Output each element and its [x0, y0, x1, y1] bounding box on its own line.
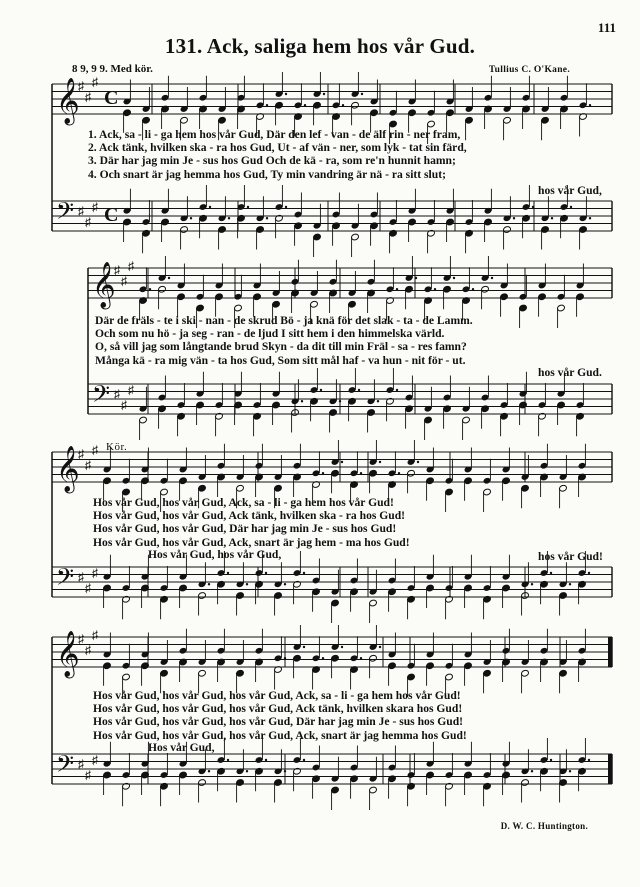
sharp-icon: ♯ — [114, 263, 120, 277]
sharp-icon: ♯ — [78, 204, 84, 218]
dot-icon — [417, 461, 419, 463]
dot-icon — [303, 759, 305, 761]
chorus-v3-line1: Hos vår Gud, hos vår Gud, Där har jag min Je - sus hos Gud! — [93, 522, 397, 536]
sharp-icon: ♯ — [85, 581, 91, 595]
dot-icon — [320, 389, 322, 391]
sharp-icon: ♯ — [78, 757, 84, 771]
bass-clef-icon: 𝄢 — [56, 563, 75, 596]
arranger-credit: D. W. C. Huntington. — [500, 821, 588, 831]
dot-icon — [322, 657, 324, 659]
dot-icon — [265, 572, 267, 574]
dot-icon — [208, 770, 210, 772]
verse3-line2: O, så vill jag som långtande brud Skyn - da dit till min Fräl - sa - res famn? — [95, 340, 467, 354]
sharp-icon: ♯ — [92, 443, 98, 457]
dot-icon — [284, 583, 286, 585]
verse1-line2: Där de fräls - te i ski - nan - de skrud Bö - ja knä för det slak - ta - de Lamm. — [95, 314, 473, 327]
dot-icon — [569, 583, 571, 585]
hymn-number: 131. — [164, 34, 203, 58]
dot-icon — [342, 104, 344, 106]
dot-icon — [303, 572, 305, 574]
dot-icon — [550, 759, 552, 761]
dot-icon — [190, 217, 192, 219]
verse4-line1: 4. Och snart är jag hemma hos Gud, Ty min vandring är nä - ra sitt slut; — [88, 167, 446, 181]
dot-icon — [168, 277, 170, 279]
chorus-v1-line1: Hos vår Gud, hos vår Gud, Ack, sa - li - ga hem hos vår Gud! — [93, 496, 394, 509]
bass-clef-icon: 𝄢 — [56, 197, 75, 230]
dot-icon — [265, 759, 267, 761]
verse4-line2: Många kä - ra mig vän - ta hos Gud, Som sitt mål haf - va hun - nit för - ut. — [95, 353, 466, 367]
dot-icon — [379, 461, 381, 463]
sharp-icon: ♯ — [85, 90, 91, 104]
dot-icon — [304, 104, 306, 106]
dot-icon — [149, 288, 151, 290]
sharp-icon: ♯ — [92, 75, 98, 89]
common-time-icon: C — [104, 87, 119, 109]
chorus-v4-line1: Hos vår Gud, hos vår Gud, Ack, snart är jag hem - ma hos Gud! — [93, 535, 410, 549]
verse-lyrics-line2 — [95, 314, 473, 367]
meter-marking: 8 9, 9 9. Med kör. — [72, 63, 153, 75]
dot-icon — [531, 583, 533, 585]
dot-icon — [339, 400, 341, 402]
dot-icon — [588, 759, 590, 761]
chorus-lyrics-line2 — [93, 689, 467, 742]
treble-clef-icon: 𝄞 — [56, 446, 80, 492]
sharp-icon: ♯ — [128, 259, 134, 273]
dot-icon — [209, 206, 211, 208]
sharp-icon: ♯ — [85, 215, 91, 229]
dot-icon — [228, 217, 230, 219]
dot-icon — [227, 572, 229, 574]
dot-icon — [247, 206, 249, 208]
dot-icon — [569, 770, 571, 772]
dot-icon — [550, 572, 552, 574]
dot-icon — [208, 583, 210, 585]
sharp-icon: ♯ — [92, 200, 98, 214]
dot-icon — [358, 389, 360, 391]
dot-icon — [472, 288, 474, 290]
treble-clef-icon: 𝄞 — [92, 262, 116, 308]
chorus-bass-line1: Hos vår Gud, hos vår Gud, — [148, 548, 282, 561]
sharp-icon: ♯ — [121, 398, 127, 412]
dot-icon — [284, 770, 286, 772]
hymn-title-text: Ack, saliga hem hos vår Gud. — [206, 34, 476, 58]
dot-icon — [434, 288, 436, 290]
sharp-icon: ♯ — [78, 632, 84, 646]
chorus-v3-line2: Hos vår Gud, hos vår Gud, hos vår Gud, Där har jag min Je - sus hos Gud! — [93, 715, 464, 729]
dot-icon — [341, 461, 343, 463]
dot-icon — [589, 217, 591, 219]
dot-icon — [303, 646, 305, 648]
dot-icon — [301, 400, 303, 402]
dot-icon — [396, 288, 398, 290]
dot-icon — [551, 217, 553, 219]
dot-icon — [284, 657, 286, 659]
page-number: 111 — [597, 20, 616, 35]
final-bar-line — [608, 637, 612, 667]
bass-cue-chorus1: hos vår Gud! — [538, 550, 603, 563]
verse3-line1: 3. Där har jag min Je - sus hos Gud Och de kä - ra, som re'n hunnit hamn; — [88, 154, 456, 168]
sharp-icon: ♯ — [78, 79, 84, 93]
bass-clef-icon: 𝄢 — [56, 750, 75, 783]
dot-icon — [589, 104, 591, 106]
treble-clef-icon: 𝄞 — [56, 631, 80, 677]
dot-icon — [360, 472, 362, 474]
chorus-marker: Kör. — [106, 441, 128, 453]
sharp-icon: ♯ — [85, 643, 91, 657]
dot-icon — [227, 759, 229, 761]
dot-icon — [246, 583, 248, 585]
dot-icon — [285, 93, 287, 95]
dot-icon — [266, 104, 268, 106]
sharp-icon: ♯ — [128, 383, 134, 397]
chorus-v2-line1: Hos vår Gud, hos vår Gud, Ack tänk, hvilken ska - ra hos Gud! — [93, 509, 406, 523]
treble-clef-icon: 𝄞 — [56, 78, 80, 124]
dot-icon — [588, 572, 590, 574]
final-bar-line — [608, 754, 612, 784]
dot-icon — [513, 217, 515, 219]
dot-icon — [322, 472, 324, 474]
bass-cue-line2: hos vår Gud. — [538, 366, 602, 379]
dot-icon — [285, 206, 287, 208]
dot-icon — [341, 646, 343, 648]
dot-icon — [323, 93, 325, 95]
sharp-icon: ♯ — [92, 566, 98, 580]
dot-icon — [361, 93, 363, 95]
dot-icon — [377, 400, 379, 402]
dot-icon — [398, 472, 400, 474]
chorus-bass-line2: Hos vår Gud, — [148, 741, 215, 754]
bass-clef-icon: 𝄢 — [92, 380, 111, 413]
dot-icon — [266, 217, 268, 219]
dot-icon — [360, 657, 362, 659]
chorus-lyrics-line1 — [93, 496, 410, 549]
dot-icon — [415, 277, 417, 279]
dot-icon — [246, 770, 248, 772]
verse2-line2: Och som nu hö - ja seg - ran - de ljud I sitt hem i den himmelska värld. — [95, 327, 445, 341]
verse1-line1: 1. Ack, sa - li - ga hem hos vår Gud, Där den lef - van - de älf rin - ner fram, — [88, 128, 461, 141]
verse-lyrics-line1 — [88, 128, 467, 181]
sharp-icon: ♯ — [114, 387, 120, 401]
dot-icon — [379, 646, 381, 648]
dot-icon — [453, 277, 455, 279]
chorus-v1-line2: Hos vår Gud, hos vår Gud, hos vår Gud, Ack, sa - li - ga hem hos vår Gud! — [93, 689, 461, 702]
dot-icon — [531, 770, 533, 772]
dot-icon — [532, 206, 534, 208]
sharp-icon: ♯ — [92, 628, 98, 642]
sharp-icon: ♯ — [121, 274, 127, 288]
bass-cue-line1: hos vår Gud, — [538, 184, 602, 197]
sharp-icon: ♯ — [78, 447, 84, 461]
common-time-icon: C — [104, 204, 119, 226]
dot-icon — [491, 277, 493, 279]
dot-icon — [570, 206, 572, 208]
verse2-line1: 2. Ack tänk, hvilken ska - ra hos Gud, Ut - af vän - ner, som lyk - tat sin färd, — [88, 141, 467, 155]
sharp-icon: ♯ — [85, 768, 91, 782]
sharp-icon: ♯ — [85, 458, 91, 472]
sharp-icon: ♯ — [92, 753, 98, 767]
composer-credit: Tullius C. O'Kane. — [488, 65, 570, 75]
dot-icon — [396, 389, 398, 391]
chorus-v4-line2: Hos vår Gud, hos vår Gud, hos vår Gud, Ack, snart är jag hemma hos Gud! — [93, 728, 467, 742]
sharp-icon: ♯ — [78, 570, 84, 584]
chorus-v2-line2: Hos vår Gud, hos vår Gud, hos vår Gud, Ack tänk, hvilken skara hos Gud! — [93, 702, 463, 716]
